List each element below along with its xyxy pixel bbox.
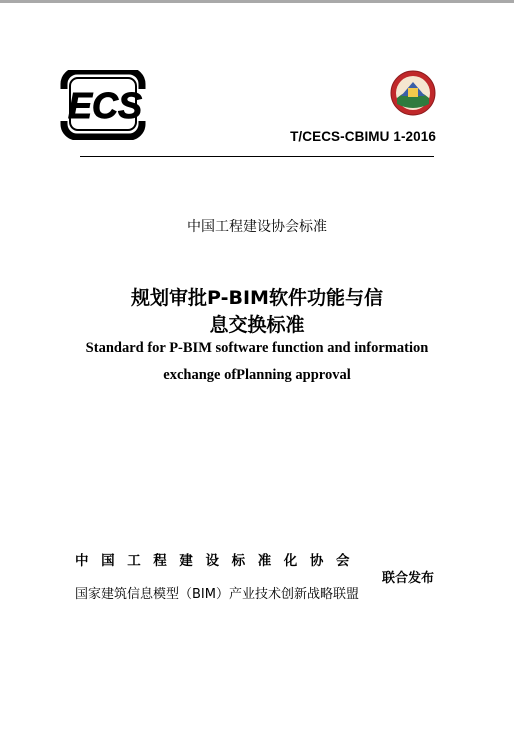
title-cn-line1: 规划审批P-BIM软件功能与信: [131, 287, 383, 309]
title-en-line1: Standard for P-BIM software function and information: [85, 340, 429, 356]
association-seal-icon: [388, 70, 438, 116]
joint-publish-label: 联合发布: [382, 571, 435, 586]
page-top-border: [0, 0, 514, 3]
publisher-org1: 中国工程建设标准化协会: [75, 553, 363, 569]
ecs-logo: [56, 70, 154, 140]
svg-text:ECS: ECS: [67, 85, 143, 126]
header-divider: [80, 156, 434, 157]
title-en-line2: exchange ofPlanning approval: [163, 367, 351, 383]
association-standard-label: 中国工程建设协会标准: [187, 219, 327, 235]
publisher-org2: 国家建筑信息模型（BIM）产业技术创新战略联盟: [75, 587, 359, 602]
standard-code: T/CECS-CBIMU 1-2016: [290, 129, 436, 144]
title-cn-line2: 息交换标准: [209, 314, 305, 336]
